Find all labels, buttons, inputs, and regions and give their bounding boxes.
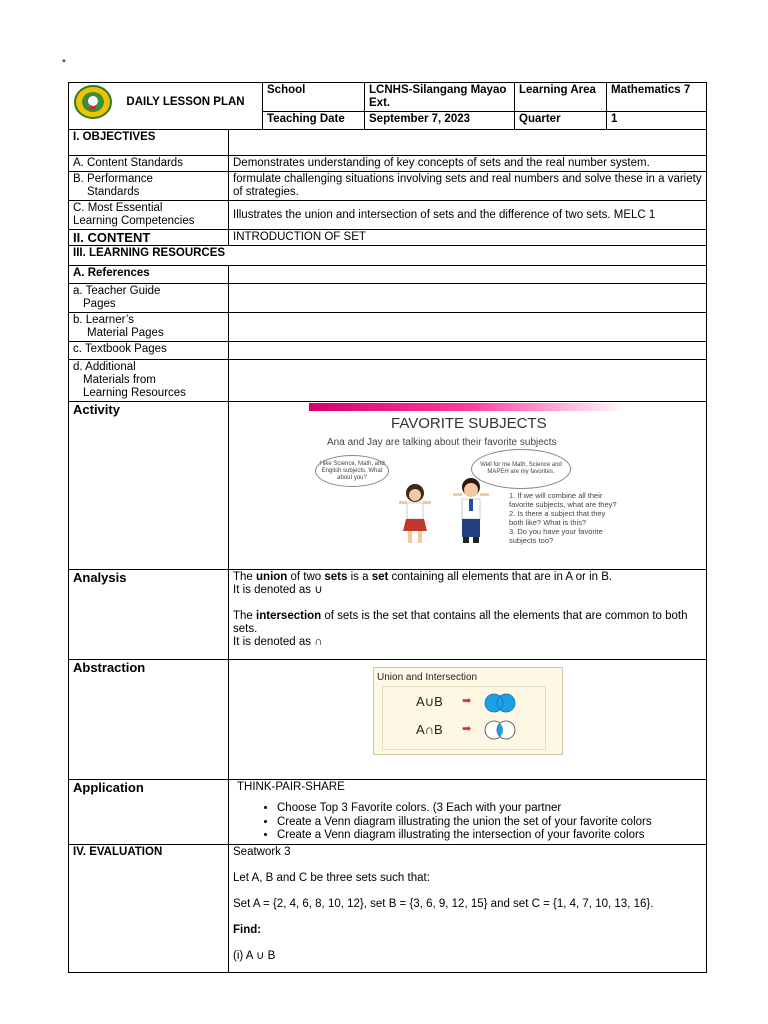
image-title: FAVORITE SUBJECTS — [391, 415, 547, 432]
content-standards-value: Demonstrates understanding of key concepts of sets and the real number system. — [229, 156, 707, 172]
objectives-heading: I. OBJECTIVES — [69, 130, 229, 156]
melc-value: Illustrates the union and intersection of sets and the difference of two sets. MELC 1 — [229, 201, 707, 230]
intersection-definition: The intersection of sets is the set that contains all the elements that are common to both sets. — [233, 610, 688, 635]
evaluation-line-2: Set A = {2, 4, 6, 8, 10, 12}, set B = {3, 6, 9, 12, 15} and set C = {1, 4, 7, 10, 13, 16}. — [233, 897, 654, 910]
union-intersection-title: Union and Intersection — [377, 672, 478, 683]
abstraction-label: Abstraction — [69, 660, 229, 780]
application-cell — [229, 780, 707, 845]
union-definition: The union of two sets is a set containing all elements that are in A or in B. — [233, 571, 613, 583]
list-item: • Create a Venn diagram illustrating the union the set of your favorite colors — [277, 816, 702, 830]
content-value: INTRODUCTION OF SET — [229, 230, 707, 246]
speech-bubble-ana: I like Science, Math, and English subjects. What about you? — [315, 455, 389, 487]
references-label: A. References — [69, 266, 229, 284]
application-list — [233, 802, 702, 843]
union-symbol-line: It is denoted as ∪ — [233, 584, 323, 596]
school-label: School — [263, 83, 365, 112]
melc-label: C. Most Essential Learning Competencies — [69, 201, 229, 230]
arrow-right-icon: ➡ — [462, 723, 472, 735]
arrow-right-icon: ➡ — [462, 695, 472, 707]
teacher-guide-label: a. Teacher Guide Pages — [69, 284, 229, 313]
area-value: Mathematics 7 — [607, 83, 707, 112]
girl-student-icon — [397, 481, 433, 547]
image-subtitle: Ana and Jay are talking about their favorite subjects — [327, 437, 557, 448]
abstraction-cell — [229, 660, 707, 780]
performance-standards-value: formulate challenging situations involving sets and real numbers and solve these in a variety of strategies. — [229, 172, 707, 201]
textbook-label: c. Textbook Pages — [69, 342, 229, 360]
evaluation-line-1: Let A, B and C be three sets such that: — [233, 871, 430, 884]
page-title: DAILY LESSON PLAN — [126, 95, 245, 108]
pink-banner — [309, 403, 627, 411]
school-seal-icon — [73, 84, 113, 120]
speech-bubble-jay: Well for me Math, Science and MAPEH are my favorites. — [471, 449, 571, 489]
union-intersection-image — [373, 667, 563, 755]
intersection-symbol-line: It is denoted as ∩ — [233, 636, 323, 648]
top-mark: * — [62, 58, 66, 69]
union-formula: A∪B — [416, 694, 443, 709]
quarter-value: 1 — [607, 112, 707, 130]
list-item: • Create a Venn diagram illustrating the intersection of your favorite colors — [277, 829, 702, 843]
resources-heading: III. LEARNING RESOURCES — [69, 246, 707, 266]
activity-cell — [229, 402, 707, 570]
find-label: Find: — [233, 923, 262, 936]
evaluation-label: IV. EVALUATION — [69, 844, 229, 972]
favorite-subjects-image — [309, 403, 627, 553]
quarter-label: Quarter — [515, 112, 607, 130]
objectives-empty — [229, 130, 707, 156]
area-label: Learning Area — [515, 83, 607, 112]
union-venn-icon — [482, 692, 518, 714]
application-intro: THINK-PAIR-SHARE — [237, 781, 345, 793]
school-value: LCNHS-Silangang Mayao Ext. — [365, 83, 515, 112]
content-heading: II. CONTENT — [69, 230, 229, 246]
lesson-plan-table — [68, 82, 707, 973]
performance-standards-label: B. Performance Standards — [69, 172, 229, 201]
header-title-cell — [69, 83, 263, 130]
application-label: Application — [69, 780, 229, 845]
content-standards-label: A. Content Standards — [69, 156, 229, 172]
activity-label: Activity — [69, 402, 229, 570]
seatwork-title: Seatwork 3 — [233, 845, 291, 858]
activity-questions: 1. If we will combine all their favorite subjects, what are they? 2. Is there a subject that they both like? What is this? 3. Do you have your favorite subjects too? — [509, 491, 617, 545]
date-label: Teaching Date — [263, 112, 365, 130]
analysis-label: Analysis — [69, 570, 229, 660]
evaluation-cell — [229, 844, 707, 972]
additional-materials-label: d. Additional Materials from Learning Resources — [69, 360, 229, 402]
analysis-cell — [229, 570, 707, 660]
date-value: September 7, 2023 — [365, 112, 515, 130]
learner-material-label: b. Learner’s Material Pages — [69, 313, 229, 342]
list-item: • Choose Top 3 Favorite colors. (3 Each with your partner — [277, 802, 702, 816]
intersection-venn-icon — [482, 719, 518, 741]
evaluation-item-1: (i) A ∪ B — [233, 949, 276, 962]
boy-student-icon — [451, 475, 491, 547]
intersection-formula: A∩B — [416, 722, 443, 737]
